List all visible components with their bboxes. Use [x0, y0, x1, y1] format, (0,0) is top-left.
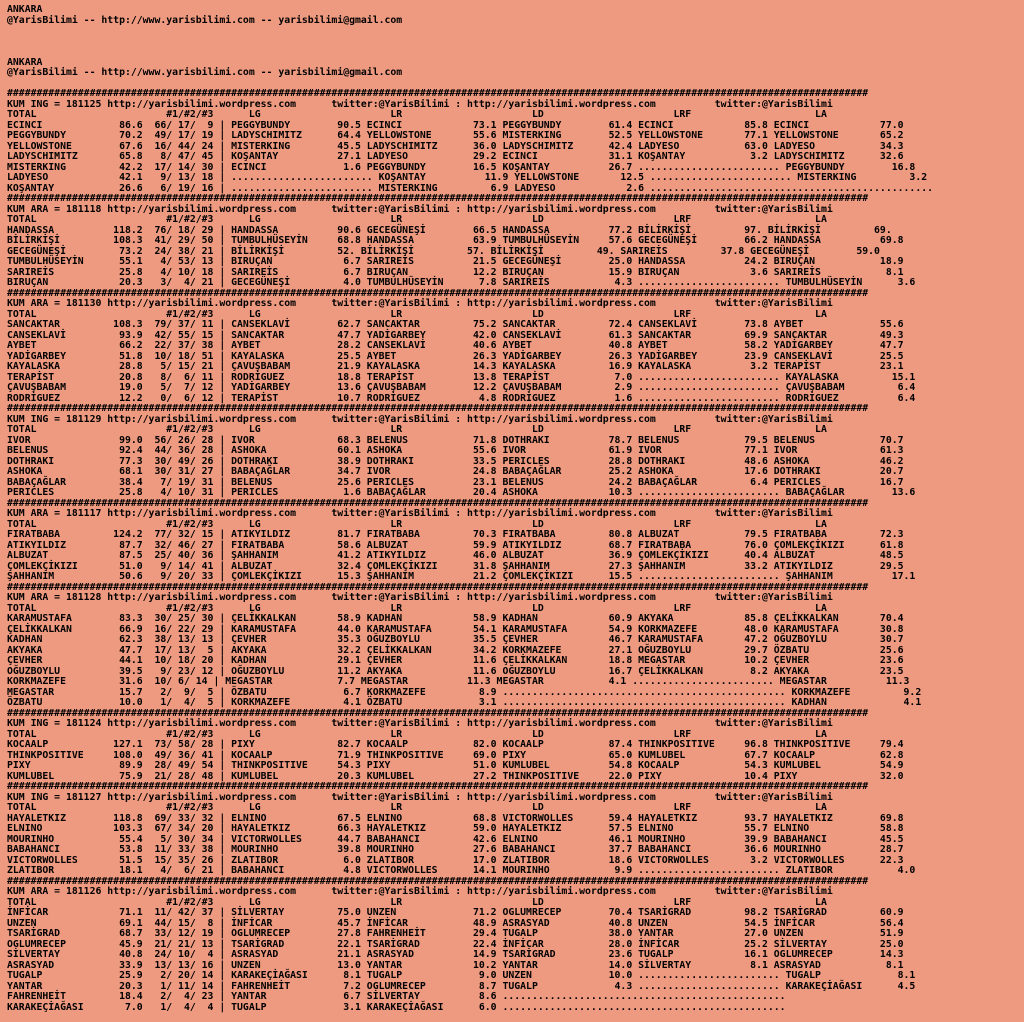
table-row: YADİGARBEY 51.8 10/ 18/ 51 | KAYALASKA 25.5 AYBET 26.3 YADİGARBEY 26.3 YADİGARBEY 23.9 CANSEKLAVİ 25.5	[7, 350, 904, 362]
table-row: MISTERKING 42.2 17/ 14/ 30 | ECINCI 1.6 PEGGYBUNDY 16.5 KOŞANTAY 26.7 ........................ PEGGYBUNDY 16.8	[7, 161, 916, 173]
table-row: ÇAVUŞBABAM 19.0 5/ 7/ 12 | YADİGARBEY 13.6 ÇAVUŞBABAM 12.2 ÇAVUŞBABAM 2.9 ........................ ÇAVUŞBABAM 6.4	[7, 382, 916, 393]
separator-line: ##################################################################################################################################################	[7, 403, 869, 414]
race-header-line: KUM ARA = 181117 http://yarisbilimi.wordpress.com twitter:@YarisBilimi : http://yarisbilimi.wordpress.com twitter:@YarisBilimi	[7, 508, 833, 519]
table-row: THINKPOSITIVE 108.0 49/ 36/ 41 | KOCAALP 71.9 THINKPOSITIVE 69.0 PIXY 65.0 KUMLUBEL 67.7 KOCAALP 62.8	[7, 749, 904, 761]
table-row: TUMBULHÜSEYİN 55.1 4/ 53/ 13 | BIRUÇAN 6.7 SARIREİS 21.5 GECEGÜNEŞİ 25.0 HANDASSA 24.2 BIRUÇAN 18.9	[7, 256, 904, 267]
table-row: KOŞANTAY 26.6 6/ 19/ 16 | ........................ MISTERKING 6.9 LADYESO 2.6 ................................................	[7, 182, 934, 194]
table-row: ÇELİKKALKAN 66.9 16/ 22/ 29 | KARAMUSTAFA 44.0 KARAMUSTAFA 54.1 KARAMUSTAFA 54.9 KORKMAZEFE 48.0 KARAMUSTAFA 30.8	[7, 623, 904, 635]
table-row: BIRUÇAN 20.3 3/ 4/ 21 | GECEGÜNEŞİ 4.0 TUMBULHÜSEYİN 7.8 SARIREİS 4.3 ........................ TUMBULHÜSEYİN 3.6	[7, 277, 916, 288]
separator-line: ##################################################################################################################################################	[7, 497, 869, 509]
table-row: BİLİRKİŞİ 108.3 41/ 29/ 50 | TUMBULHÜSEYİN 68.8 HANDASSA 63.9 TUMBULHÜSEYİN 57.6 GECEGÜNEŞİ 66.2 HANDASSA 69.8	[7, 235, 904, 246]
text-line	[7, 26, 1024, 37]
table-row: LADYSCHIMITZ 65.8 8/ 47/ 45 | KOŞANTAY 27.1 LADYESO 29.2 ECINCI 31.1 KOŞANTAY 3.2 LADYSCHIMITZ 32.6	[7, 151, 904, 162]
table-row: KOCAALP 127.1 73/ 58/ 28 | PIXY 82.7 KOCAALP 82.0 KOCAALP 87.4 THINKPOSITIVE 96.8 THINKPOSITIVE 79.4	[7, 739, 904, 750]
column-header-line: TOTAL #1/#2/#3 LG LR LD LRF LA	[7, 728, 827, 740]
separator-line: ##################################################################################################################################################	[7, 88, 869, 99]
title-line: @YarisBilimi -- http://www.yarisbilimi.com -- yarisbilimi@gmail.com	[7, 14, 403, 26]
race-header-line: KUM ING = 181124 http://yarisbilimi.wordpress.com twitter:@YarisBilimi : http://yarisbilimi.wordpress.com twitter:@YarisBilimi	[7, 718, 833, 729]
table-row: TSARİGRAD 68.7 33/ 12/ 19 | OGLUMRECEP 27.8 FAHRENHEİT 29.4 TUGALP 38.0 YANTAR 27.0 UNZEN 51.9	[7, 928, 904, 939]
separator-line: ##################################################################################################################################################	[7, 875, 869, 887]
table-row: HANDASSA 118.2 76/ 18/ 29 | HANDASSA 90.6 GECEGÜNEŞİ 66.5 HANDASSA 77.2 BİLİRKİŞİ 97. BİLİRKİŞİ 69.	[7, 224, 892, 236]
column-header-line: TOTAL #1/#2/#3 LG LR LD LRF LA	[7, 518, 827, 530]
table-row: ÇEVHER 44.1 10/ 18/ 20 | KADHAN 29.1 ÇEVHER 11.6 ÇELİKKALKAN 18.8 MEGASTAR 10.2 ÇEVHER 23.6	[7, 655, 904, 666]
column-header-line: TOTAL #1/#2/#3 LG LR LD LRF LA	[7, 602, 827, 614]
column-header-line: TOTAL #1/#2/#3 LG LR LD LRF LA	[7, 802, 827, 813]
table-row: RODRİGUEZ 12.2 0/ 6/ 12 | TERAPİST 10.7 RODRİGUEZ 4.8 RODRİGUEZ 1.6 ........................ RODRİGUEZ 6.4	[7, 392, 916, 404]
table-row: OĞUZBOYLU 39.5 9/ 23/ 12 | OĞUZBOYLU 11.2 AKYAKA 11.6 OĞUZBOYLU 16.7 ÇELİKKALKAN 8.2 AKYAKA 23.5	[7, 665, 904, 677]
race-header-line: KUM ARA = 181130 http://yarisbilimi.wordpress.com twitter:@YarisBilimi : http://yarisbilimi.wordpress.com twitter:@YarisBilimi	[7, 298, 833, 309]
table-row: ÖZBATU 10.0 1/ 4/ 5 | KORKMAZEFE 4.1 ÖZBATU 3.1 ................................................ KADHAN 4.1	[7, 697, 922, 708]
table-row: ATIKYILDIZ 87.7 32/ 46/ 27 | FIRATBABA 58.6 ALBUZAT 59.9 ATIKYILDIZ 68.7 FIRATBABA 76.0 ÇOMLEKÇİKIZI 61.8	[7, 539, 904, 551]
table-row: KARAMUSTAFA 83.3 30/ 25/ 30 | ÇELİKKALKAN 58.9 KADHAN 58.9 KADHAN 60.9 AKYAKA 85.8 ÇELİKKALKAN 70.4	[7, 613, 904, 624]
table-row: ASRASYAD 33.9 13/ 13/ 16 | UNZEN 13.0 YANTAR 10.2 YANTAR 14.0 SİLVERTAY 8.1 ASRASYAD 8.1	[7, 959, 904, 971]
table-row: TUGALP 25.9 2/ 20/ 14 | KARAKEÇİAĞASI 8.1 TUGALP 9.0 UNZEN 10.0 ........................ TUGALP 8.1	[7, 970, 916, 981]
table-row: PERICLES 25.8 4/ 10/ 31 | PERICLES 1.6 BABAÇAĞLAR 20.4 ASHOKA 10.3 ........................ BABAÇAĞLAR 13.6	[7, 487, 916, 498]
table-row: TERAPİST 20.8 8/ 6/ 11 | RODRİGUEZ 18.8 TERAPİST 13.8 TERAPİST 7.0 ........................ KAYALASKA 15.1	[7, 371, 916, 383]
table-row: IVOR 99.0 56/ 26/ 28 | IVOR 68.3 BELENUS 71.8 DOTHRAKI 78.7 BELENUS 79.5 BELENUS 70.7	[7, 434, 904, 446]
table-row: UNZEN 69.1 44/ 15/ 8 | İNFİCAR 45.7 İNFİCAR 48.9 ASRASYAD 40.8 UNZEN 54.5 İNFİCAR 56.4	[7, 917, 904, 929]
race-header-line: KUM ING = 181129 http://yarisbilimi.wordpress.com twitter:@YarisBilimi : http://yarisbilimi.wordpress.com twitter:@YarisBilimi	[7, 413, 833, 425]
table-row: MEGASTAR 15.7 2/ 9/ 5 | ÖZBATU 6.7 KORKMAZEFE 8.9 ................................................ KORKMAZEFE 9.2	[7, 686, 922, 698]
separator-line: ##################################################################################################################################################	[7, 707, 869, 719]
table-row: PIXY 89.9 28/ 49/ 54 | THINKPOSITIVE 54.3 PIXY 51.0 KUMLUBEL 54.8 KOCAALP 54.3 KUMLUBEL 54.9	[7, 760, 904, 771]
table-row: BELENUS 92.4 44/ 36/ 28 | ASHOKA 60.1 ASHOKA 55.6 IVOR 61.9 IVOR 77.1 IVOR 61.3	[7, 445, 904, 456]
table-row: ECINCI 86.6 66/ 17/ 9 | PEGGYBUNDY 90.5 ECINCI 73.1 PEGGYBUNDY 61.4 ECINCI 85.8 ECINCI 77.0	[7, 119, 904, 131]
separator-line: ##################################################################################################################################################	[7, 193, 869, 204]
table-row: BABAHANCI 53.8 11/ 33/ 38 | MOURINHO 39.8 MOURINHO 27.6 BABAHANCI 37.7 BABAHANCI 36.6 MOURINHO 28.7	[7, 844, 904, 855]
column-header-line: TOTAL #1/#2/#3 LG LR LD LRF LA	[7, 109, 827, 120]
table-row: ÇOMLEKÇİKIZI 51.0 9/ 14/ 41 | ALBUZAT 32.4 ÇOMLEKÇİKIZI 31.8 ŞAHHANIM 27.3 ŞAHHANIM 33.2 ATIKYILDIZ 29.5	[7, 560, 904, 572]
table-row: CANSEKLAVİ 93.9 42/ 55/ 15 | SANCAKTAR 47.7 YADİGARBEY 42.0 CANSEKLAVİ 61.3 SANCAKTAR 69.9 SANCAKTAR 49.3	[7, 329, 904, 341]
table-row: VICTORWOLLES 51.5 15/ 35/ 26 | ZLATIBOR 6.0 ZLATIBOR 17.0 ZLATIBOR 18.6 VICTORWOLLES 3.2 VICTORWOLLES 22.3	[7, 854, 904, 866]
table-row: FIRATBABA 124.2 77/ 32/ 15 | ATIKYILDIZ 81.7 FIRATBABA 70.3 FIRATBABA 80.8 ALBUZAT 79.5 FIRATBABA 72.3	[7, 529, 904, 540]
race-header-line: KUM ARA = 181118 http://yarisbilimi.wordpress.com twitter:@YarisBilimi : http://yarisbilimi.wordpress.com twitter:@YarisBilimi	[7, 203, 833, 215]
column-header-line: TOTAL #1/#2/#3 LG LR LD LRF LA	[7, 896, 827, 908]
race-header-line: KUM ARA = 181128 http://yarisbilimi.wordpress.com twitter:@YarisBilimi : http://yarisbilimi.wordpress.com twitter:@YarisBilimi	[7, 592, 833, 603]
table-row: İNFİCAR 71.1 11/ 42/ 37 | SİLVERTAY 75.0 UNZEN 71.2 OGLUMRECEP 70.4 TSARİGRAD 98.2 TSARİGRAD 60.9	[7, 907, 904, 918]
title-line: ANKARA	[7, 56, 43, 68]
table-row: KADHAN 62.3 38/ 13/ 13 | ÇEVHER 35.3 OĞUZBOYLU 35.5 ÇEVHER 46.7 KARAMUSTAFA 47.2 OĞUZBOYLU 30.7	[7, 634, 904, 645]
table-row: ŞAHHANIM 50.6 9/ 20/ 33 | ÇOMLEKÇİKIZI 15.3 ŞAHHANIM 21.2 ÇOMLEKÇİKIZI 15.5 ........................ ŞAHHANIM 17.1	[7, 571, 916, 582]
table-row: GECEGÜNEŞİ 73.2 24/ 38/ 21 | BİLİRKİŞİ 52. BİLİRKİŞİ 57. BİLİRKİŞİ 49. SARIREİS 37.8 GECEGÜNEŞİ 59.0	[7, 245, 880, 257]
separator-line: ##################################################################################################################################################	[7, 287, 869, 299]
table-row: ALBUZAT 87.5 25/ 40/ 36 | ŞAHHANIM 41.2 ATIKYILDIZ 46.0 ALBUZAT 36.9 ÇOMLEKÇİKIZI 40.4 ALBUZAT 48.5	[7, 550, 904, 561]
table-row: AKYAKA 47.7 17/ 13/ 5 | AKYAKA 32.2 ÇELİKKALKAN 34.2 KORKMAZEFE 27.1 OĞUZBOYLU 29.7 ÖZBATU 25.6	[7, 644, 904, 656]
table-row: MOURINHO 55.4 5/ 30/ 34 | VICTORWOLLES 44.7 BABAHANCI 42.6 ELNINO 46.1 MOURINHO 39.9 BABAHANCI 45.5	[7, 833, 904, 845]
table-row: SANCAKTAR 108.3 79/ 37/ 11 | CANSEKLAVİ 62.7 SANCAKTAR 75.2 SANCAKTAR 72.4 CANSEKLAVİ 73.8 AYBET 55.6	[7, 319, 904, 330]
column-header-line: TOTAL #1/#2/#3 LG LR LD LRF LA	[7, 424, 827, 435]
table-row: DOTHRAKI 77.3 30/ 49/ 26 | DOTHRAKI 38.9 DOTHRAKI 33.5 PERICLES 28.8 DOTHRAKI 48.6 ASHOKA 46.2	[7, 455, 904, 467]
table-row: KUMLUBEL 75.9 21/ 28/ 48 | KUMLUBEL 20.3 KUMLUBEL 27.2 THINKPOSITIVE 22.0 PIXY 10.4 PIXY 32.0	[7, 770, 904, 782]
separator-line: ##################################################################################################################################################	[7, 581, 869, 593]
table-row: KAYALASKA 28.8 5/ 15/ 21 | ÇAVUŞBABAM 21.9 KAYALASKA 14.3 KAYALASKA 16.9 KAYALASKA 3.2 TERAPİST 23.1	[7, 361, 904, 372]
table-row: SARIREİS 25.8 4/ 10/ 18 | SARIREİS 6.7 BIRUÇAN 12.2 BIRUÇAN 15.9 BIRUÇAN 3.6 SARIREİS 8.1	[7, 266, 904, 278]
title-line: @YarisBilimi -- http://www.yarisbilimi.com -- yarisbilimi@gmail.com	[7, 67, 403, 78]
table-row: BABAÇAĞLAR 38.4 7/ 19/ 31 | BELENUS 25.6 PERICLES 23.1 BELENUS 24.2 BABAÇAĞLAR 6.4 PERICLES 16.7	[7, 476, 904, 488]
table-row: PEGGYBUNDY 70.2 49/ 17/ 19 | LADYSCHIMITZ 64.4 YELLOWSTONE 55.6 MISTERKING 52.5 YELLOWSTONE 77.1 YELLOWSTONE 65.2	[7, 130, 904, 141]
race-header-line: KUM ING = 181127 http://yarisbilimi.wordpress.com twitter:@YarisBilimi : http://yarisbilimi.wordpress.com twitter:@YarisBilimi	[7, 791, 833, 803]
text-line	[7, 47, 1024, 58]
table-row: YANTAR 20.3 1/ 11/ 14 | FAHRENHEİT 7.2 OGLUMRECEP 8.7 TUGALP 4.3 ........................ KARAKEÇİAĞASI 4.5	[7, 980, 916, 992]
table-row: AYBET 66.2 22/ 37/ 38 | AYBET 28.2 CANSEKLAVİ 40.6 AYBET 40.8 AYBET 58.2 YADİGARBEY 47.7	[7, 340, 904, 351]
race-header-line: KUM ARA = 181126 http://yarisbilimi.wordpress.com twitter:@YarisBilimi : http://yarisbilimi.wordpress.com twitter:@YarisBilimi	[7, 886, 833, 897]
table-row: FAHRENHEİT 18.4 2/ 4/ 23 | YANTAR 6.7 SİLVERTAY 8.6 ................................................	[7, 991, 786, 1002]
table-row: YELLOWSTONE 67.6 16/ 44/ 24 | MISTERKING 45.5 LADYSCHIMITZ 36.0 LADYSCHIMITZ 42.4 LADYESO 63.0 LADYESO 34.3	[7, 140, 904, 152]
table-row: ASHOKA 68.1 30/ 31/ 27 | BABAÇAĞLAR 34.7 IVOR 24.8 BABAÇAĞLAR 25.2 ASHOKA 17.6 DOTHRAKI 20.7	[7, 466, 904, 477]
table-row: KARAKEÇİAĞASI 7.0 1/ 4/ 4 | TUGALP 3.1 KARAKEÇİAĞASI 6.0 ................................................	[7, 1001, 786, 1013]
separator-line: ##################################################################################################################################################	[7, 781, 869, 792]
title-line: ANKARA	[7, 4, 43, 15]
column-header-line: TOTAL #1/#2/#3 LG LR LD LRF LA	[7, 308, 827, 320]
table-row: LADYESO 42.1 9/ 13/ 18 | ........................ KOŞANTAY 11.9 YELLOWSTONE 12.5 ........................ MISTERKING 3.2	[7, 172, 928, 183]
table-row: ELNINO 103.3 67/ 34/ 20 | HAYALETKIZ 66.3 HAYALETKIZ 59.0 HAYALETKIZ 57.5 ELNINO 55.7 ELNINO 58.8	[7, 823, 904, 834]
column-header-line: TOTAL #1/#2/#3 LG LR LD LRF LA	[7, 214, 827, 225]
text-line	[7, 37, 1024, 48]
table-row: SİLVERTAY 40.8 24/ 10/ 4 | ASRASYAD 21.1 ASRASYAD 14.9 TSARİGRAD 23.6 TUGALP 16.1 OGLUMRECEP 14.3	[7, 949, 904, 960]
race-header-line: KUM ING = 181125 http://yarisbilimi.wordpress.com twitter:@YarisBilimi : http://yarisbilimi.wordpress.com twitter:@YarisBilimi	[7, 98, 833, 110]
table-row: OGLUMRECEP 45.9 21/ 21/ 13 | TSARİGRAD 22.1 TSARİGRAD 22.4 İNFİCAR 28.0 İNFİCAR 25.2 SİLVERTAY 25.0	[7, 938, 904, 950]
table-row: ZLATIBOR 18.1 4/ 6/ 21 | BABAHANCI 4.8 VICTORWOLLES 14.1 MOURINHO 9.9 ........................ ZLATIBOR 4.0	[7, 865, 916, 876]
table-row: KORKMAZEFE 31.6 10/ 6/ 14 | MEGASTAR 7.7 MEGASTAR 11.3 MEGASTAR 4.1 ........................ MEGASTAR 11.3	[7, 676, 910, 687]
table-row: HAYALETKIZ 118.8 69/ 33/ 32 | ELNINO 67.5 ELNINO 68.8 VICTORWOLLES 59.4 HAYALETKIZ 93.7 HAYALETKIZ 69.8	[7, 812, 904, 824]
